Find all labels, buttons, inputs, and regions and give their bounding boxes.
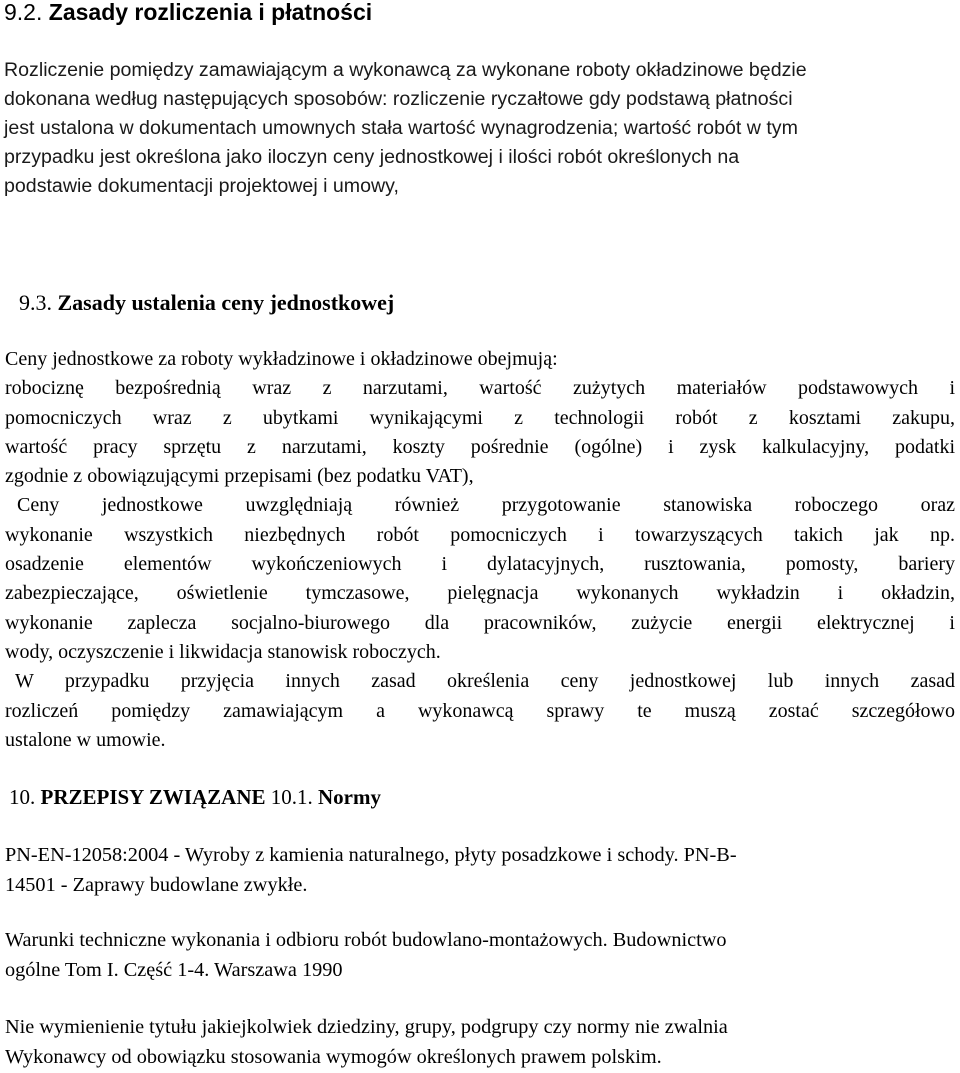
text-line: zgodnie z obowiązującymi przepisami (bez podatku VAT), (5, 465, 474, 488)
text-line: przypadku jest określona jako iloczyn ceny jednostkowej i ilości robót określonych na (4, 146, 740, 168)
text-line: W przypadku przyjęcia innych zasad określenia ceny jednostkowej lub innych zasad (15, 670, 955, 693)
section-9-3-paragraph (5, 345, 955, 755)
text-line: osadzenie elementów wykończeniowych i dylatacyjnych, rusztowania, pomosty, bariery (5, 553, 955, 576)
text-line: PN-EN-12058:2004 - Wyroby z kamienia naturalnego, płyty posadzkowe i schody. PN-B- (5, 844, 737, 866)
text-line: wartość pracy sprzętu z narzutami, koszty pośrednie (ogólne) i zysk kalkulacyjny, podatki (5, 435, 955, 458)
text-line: 14501 - Zaprawy budowlane zwykłe. (5, 873, 308, 896)
text-line: Nie wymienienie tytułu jakiejkolwiek dziedziny, grupy, podgrupy czy normy nie zwalnia (5, 1016, 728, 1038)
section-9-2-paragraph (4, 56, 956, 201)
norm-paragraph (5, 1013, 955, 1072)
text-line: jest ustalona w dokumentach umownych stała wartość wynagrodzenia; wartość robót w tym (4, 117, 798, 139)
section-9-2-title: Zasady rozliczenia i płatności (48, 0, 373, 25)
text-line: wykonanie wszystkich niezbędnych robót pomocniczych i towarzyszących takich jak np. (5, 523, 955, 546)
text-line: Rozliczenie pomiędzy zamawiającym a wykonawcą za wykonane roboty okładzinowe będzie (4, 59, 807, 81)
section-10-number: 10. (9, 785, 36, 809)
text-line: Ceny jednostkowe za roboty wykładzinowe i okładzinowe obejmują: (5, 348, 558, 370)
section-10-1-number: 10.1. (270, 785, 313, 809)
text-line: zabezpieczające, oświetlenie tymczasowe, pielęgnacja wykonanych wykładzin i okładzin, (5, 582, 955, 605)
text-line: pomocniczych wraz z ubytkami wynikającymi z technologii robót z kosztami zakupu, (5, 406, 955, 429)
section-9-2-heading (4, 0, 372, 27)
text-line: robociznę bezpośrednią wraz z narzutami, wartość zużytych materiałów podstawowych i (5, 377, 955, 400)
section-9-2-number: 9.2. (4, 0, 43, 25)
text-line: wykonanie zaplecza socjalno-biurowego dla pracowników, zużycie energii elektrycznej i (5, 611, 955, 634)
text-line: dokonana według następujących sposobów: rozliczenie ryczałtowe gdy podstawą płatności (4, 88, 793, 110)
section-10-1-title: Normy (318, 785, 381, 809)
section-9-3-title: Zasady ustalenia ceny jednostkowej (57, 290, 395, 315)
section-9-3-heading (19, 288, 394, 318)
section-10-title: PRZEPISY ZWIĄZANE (40, 785, 266, 809)
text-line: ustalone w umowie. (5, 728, 166, 751)
text-line: Wykonawcy od obowiązku stosowania wymogów określonych prawem polskim. (5, 1045, 662, 1068)
text-line: wody, oczyszczenie i likwidacja stanowisk roboczych. (5, 640, 441, 663)
section-10-heading (9, 782, 381, 812)
text-line: Warunki techniczne wykonania i odbioru robót budowlano-montażowych. Budownictwo (5, 929, 727, 951)
text-line: podstawie dokumentacji projektowej i umowy, (4, 175, 399, 197)
text-line: Ceny jednostkowe uwzględniają również przygotowanie stanowiska roboczego oraz (17, 494, 955, 517)
norm-paragraph (5, 841, 955, 900)
section-9-3-number: 9.3. (19, 290, 52, 315)
text-line: ogólne Tom I. Część 1-4. Warszawa 1990 (5, 958, 343, 981)
norm-paragraph (5, 926, 955, 985)
text-line: rozliczeń pomiędzy zamawiającym a wykonawcą sprawy te muszą zostać szczegółowo (5, 699, 955, 722)
